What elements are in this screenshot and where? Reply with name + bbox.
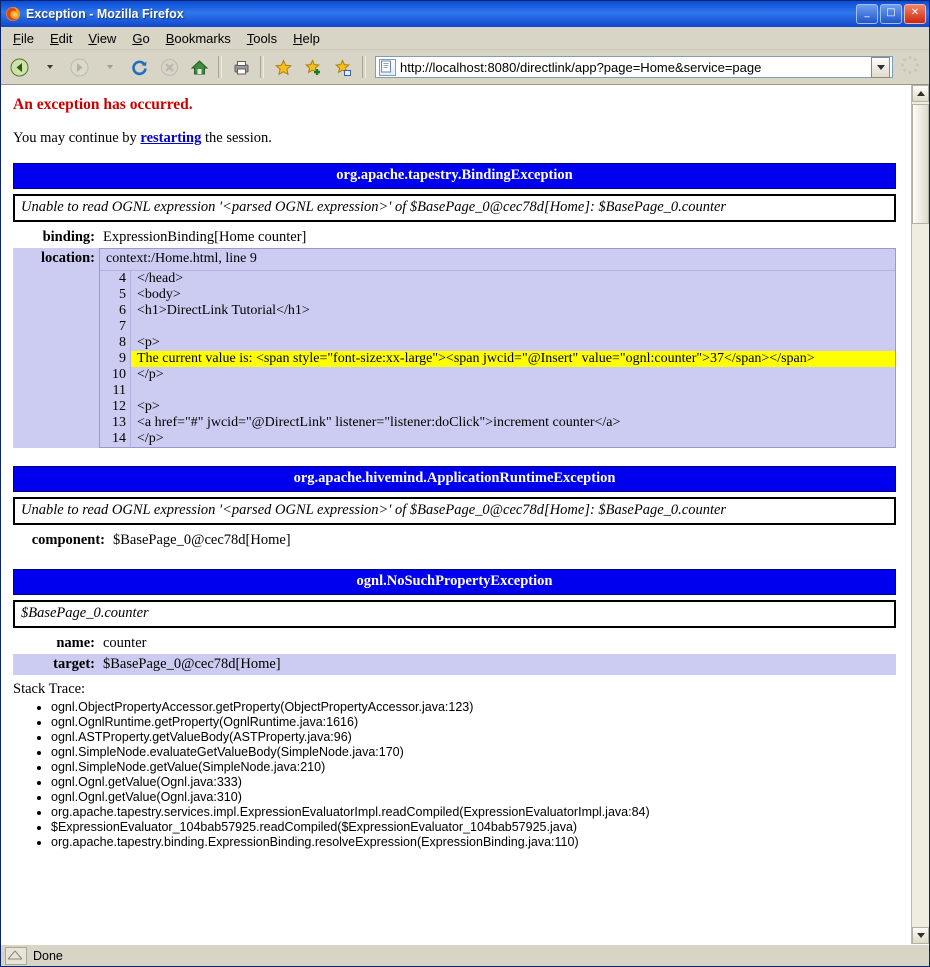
code-line (100, 303, 895, 319)
exception-block (13, 163, 901, 448)
continue-prefix: You may continue by (13, 130, 141, 146)
line-number: 5 (100, 287, 131, 303)
line-number: 13 (100, 415, 131, 431)
line-source: <a href="#" jwcid="@DirectLink" listener="listener:doClick">increment counter</a> (137, 415, 621, 430)
menu-view[interactable]: View (88, 30, 117, 46)
scrollbar-track[interactable] (912, 102, 929, 927)
bookmark-star-button[interactable] (269, 53, 297, 81)
list-item: • org.apache.tapestry.services.impl.ExpressionEvaluatorImpl.readCompiled(ExpressionEvaluatorImpl.java:84) (51, 805, 901, 819)
line-source: </p> (137, 431, 164, 446)
line-source: <p> (137, 399, 160, 414)
list-item: • org.apache.tapestry.binding.ExpressionBinding.resolveExpression(ExpressionBinding.java:110) (51, 835, 901, 849)
page-title: An exception has occurred. (13, 96, 193, 113)
exception-name: org.apache.hivemind.ApplicationRuntimeException (13, 466, 896, 492)
menu-edit[interactable]: Edit (49, 30, 73, 46)
exception-name: org.apache.tapestry.BindingException (13, 163, 896, 189)
minimize-button[interactable] (856, 4, 878, 24)
menu-view-label: iew (96, 30, 117, 46)
line-number: 10 (100, 367, 131, 383)
secure-none-icon (5, 947, 27, 965)
exception-properties (13, 530, 896, 551)
table-row (13, 633, 896, 654)
line-source (131, 383, 896, 399)
line-source: <p> (137, 335, 160, 350)
line-source: </head> (137, 271, 184, 286)
menu-bookmarks[interactable]: Bookmarks (165, 30, 231, 46)
table-row (13, 654, 896, 675)
menu-file[interactable]: File (13, 30, 34, 46)
property-value: ExpressionBinding[Home counter] (103, 229, 307, 245)
stack-trace-label: Stack Trace: (13, 681, 86, 697)
back-button[interactable] (5, 53, 33, 81)
line-source: <h1>DirectLink Tutorial</h1> (137, 303, 310, 318)
url-dropdown-button[interactable] (871, 57, 890, 78)
table-row (13, 227, 896, 248)
property-name: location: (13, 248, 99, 448)
code-line-highlighted (100, 351, 895, 367)
menu-help[interactable]: Help (293, 30, 320, 46)
content-area (1, 84, 929, 944)
menu-bookmarks-label: ookmarks (174, 30, 231, 46)
stack-trace-list (13, 700, 901, 849)
list-item: • ognl.SimpleNode.getValue(SimpleNode.java:210) (51, 760, 901, 774)
chevron-down-icon (107, 65, 113, 69)
code-line (100, 399, 895, 415)
line-number: 6 (100, 303, 131, 319)
code-line (100, 319, 895, 335)
exception-message: $BasePage_0.counter (13, 600, 896, 628)
window-controls (856, 4, 926, 24)
property-name: name: (56, 635, 95, 651)
toolbar-separator (260, 56, 264, 78)
home-button[interactable] (185, 53, 213, 81)
list-item: • ognl.SimpleNode.evaluateGetValueBody(SimpleNode.java:170) (51, 745, 901, 759)
table-row (13, 248, 896, 448)
maximize-icon: □ (886, 7, 896, 18)
chevron-down-icon (877, 65, 885, 70)
exception-message: Unable to read OGNL expression '<parsed OGNL expression>' of $BasePage_0@cec78d[Home]: $BasePage_0.counter (13, 194, 896, 222)
code-line (100, 367, 895, 383)
close-icon: ✕ (910, 7, 920, 18)
menu-tools-label: ools (253, 30, 278, 46)
scroll-down-button[interactable] (912, 927, 929, 944)
property-value: $BasePage_0@cec78d[Home] (113, 532, 291, 548)
line-source (131, 319, 896, 335)
chevron-down-icon (47, 65, 53, 69)
list-item: • ognl.Ognl.getValue(Ognl.java:333) (51, 775, 901, 789)
menu-go[interactable]: Go (132, 30, 150, 46)
forward-button[interactable] (65, 53, 93, 81)
forward-dropdown[interactable] (95, 53, 123, 81)
menu-go-label: o (142, 30, 150, 46)
toolbar-separator (218, 56, 222, 78)
exception-message: Unable to read OGNL expression '<parsed OGNL expression>' of $BasePage_0@cec78d[Home]: $BasePage_0.counter (13, 497, 896, 525)
close-button[interactable] (904, 4, 926, 24)
bookmark-manage-button[interactable] (329, 53, 357, 81)
menu-file-label: ile (20, 30, 34, 46)
line-number: 7 (100, 319, 131, 335)
exception-block (13, 569, 901, 675)
vertical-scrollbar[interactable] (911, 85, 929, 944)
scroll-up-button[interactable] (912, 85, 929, 102)
line-number: 9 (100, 351, 131, 367)
code-line (100, 287, 895, 303)
print-button[interactable] (227, 53, 255, 81)
line-number: 11 (100, 383, 131, 399)
continue-suffix: the session. (201, 130, 272, 146)
table-row (13, 530, 896, 551)
address-bar[interactable] (375, 56, 893, 78)
exception-block (13, 466, 901, 551)
code-line (100, 415, 895, 431)
list-item: • ognl.Ognl.getValue(Ognl.java:310) (51, 790, 901, 804)
property-name: binding: (42, 229, 95, 245)
list-item: • $ExpressionEvaluator_104bab57925.readCompiled($ExpressionEvaluator_104bab57925.java) (51, 820, 901, 834)
window-title: Exception - Mozilla Firefox (26, 7, 184, 21)
page-icon (379, 59, 396, 76)
minimize-icon: _ (864, 7, 870, 18)
code-line (100, 383, 895, 399)
title-bar (1, 1, 929, 27)
reload-button[interactable] (125, 53, 153, 81)
source-location-cell (99, 248, 896, 448)
scrollbar-thumb[interactable] (912, 104, 929, 224)
continue-message (13, 130, 901, 147)
menu-edit-label: dit (58, 30, 73, 46)
bookmark-add-button[interactable] (299, 53, 327, 81)
restart-session-link[interactable]: restarting (140, 130, 202, 146)
line-source: The current value is: <span style="font-size:xx-large"><span jwcid="@Insert" value="ognl:counter">37</span></span> (131, 351, 896, 367)
navigation-toolbar (1, 50, 929, 84)
menu-tools[interactable]: Tools (246, 30, 278, 46)
line-number: 14 (100, 431, 131, 447)
line-source: <body> (137, 287, 181, 302)
arrow-up-icon (917, 91, 925, 96)
maximize-button[interactable] (880, 4, 902, 24)
exception-properties (13, 633, 896, 675)
code-line (100, 431, 895, 447)
line-number: 8 (100, 335, 131, 351)
source-snippet (99, 248, 896, 448)
property-name: target: (53, 656, 95, 672)
code-line (100, 335, 895, 351)
menu-help-label: elp (302, 30, 320, 46)
back-dropdown[interactable] (35, 53, 63, 81)
toolbar-separator (362, 56, 366, 78)
status-text: Done (33, 948, 63, 963)
throbber-icon (899, 54, 925, 80)
list-item: • ognl.ASTProperty.getValueBody(ASTProperty.java:96) (51, 730, 901, 744)
line-source: </p> (137, 367, 164, 382)
exception-name: ognl.NoSuchPropertyException (13, 569, 896, 595)
status-bar (1, 944, 929, 966)
source-code-table (100, 271, 895, 447)
property-name: component: (31, 532, 105, 548)
code-line (100, 271, 895, 287)
web-page (1, 85, 911, 944)
firefox-icon (5, 6, 21, 22)
arrow-down-icon (917, 933, 925, 938)
exception-properties (13, 227, 896, 448)
line-number: 4 (100, 271, 131, 287)
list-item: • ognl.ObjectPropertyAccessor.getProperty(ObjectPropertyAccessor.java:123) (51, 700, 901, 714)
line-number: 12 (100, 399, 131, 415)
property-value: counter (103, 635, 147, 651)
source-file-line: context:/Home.html, line 9 (100, 249, 895, 271)
url-text[interactable]: http://localhost:8080/directlink/app?page=Home&service=page (400, 59, 762, 75)
list-item: • ognl.OgnlRuntime.getProperty(OgnlRuntime.java:1616) (51, 715, 901, 729)
stop-button[interactable] (155, 53, 183, 81)
menu-bar (1, 27, 929, 50)
property-value: $BasePage_0@cec78d[Home] (103, 656, 281, 672)
